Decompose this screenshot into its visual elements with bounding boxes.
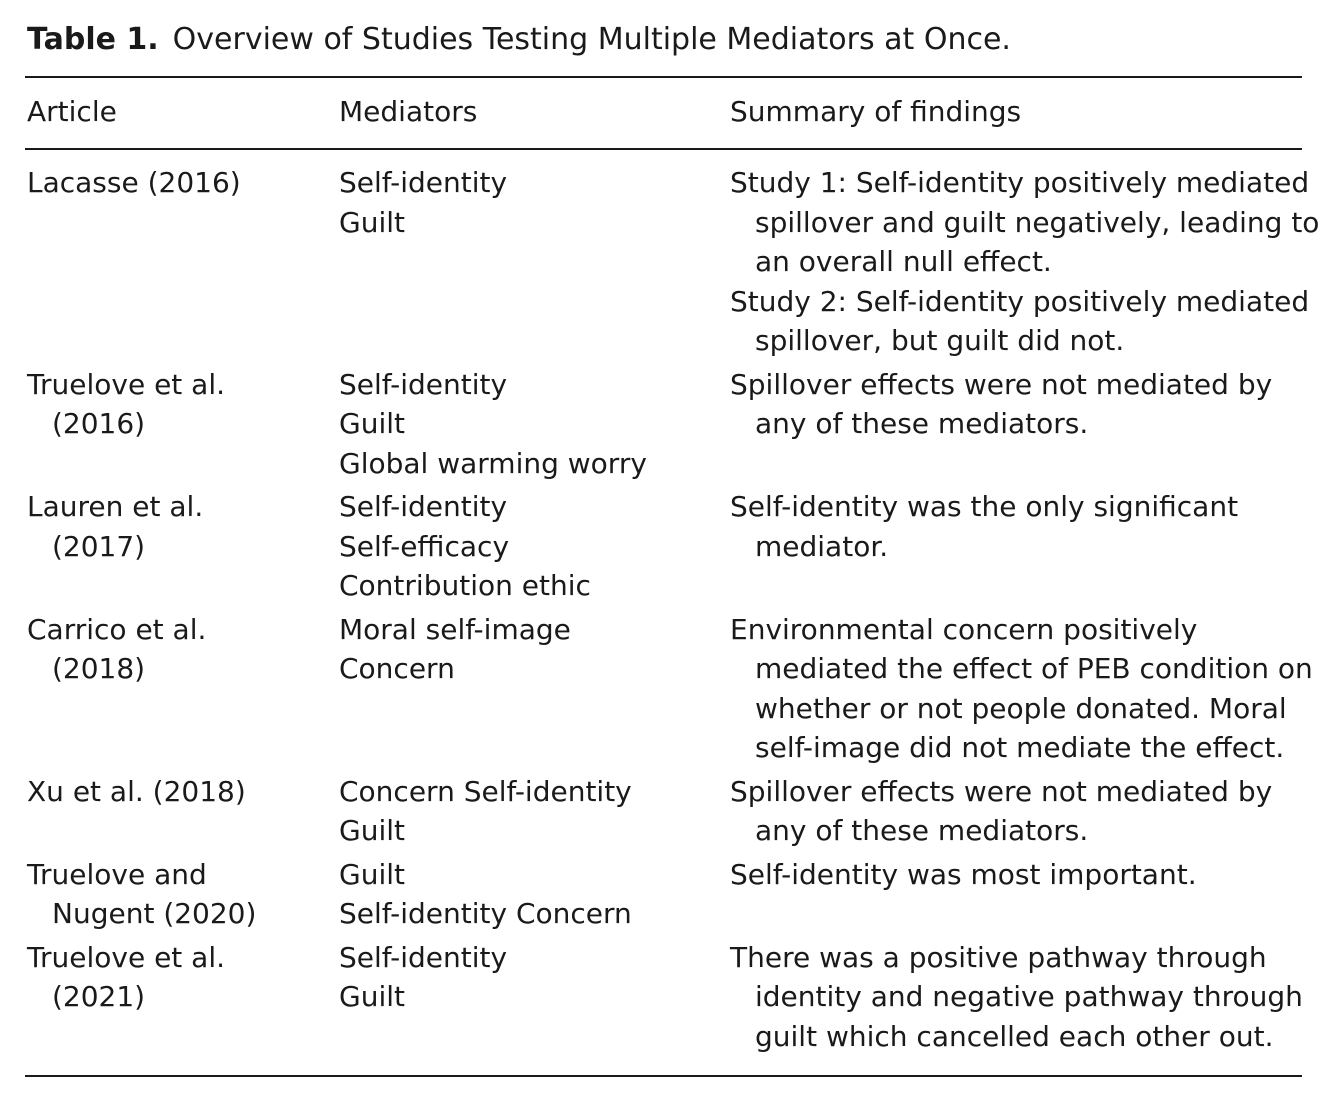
- cell-summary: [730, 772, 1310, 851]
- mediator-item: Self-identity: [339, 940, 508, 974]
- cell-mediators: [339, 365, 709, 484]
- table-body: [0, 163, 1327, 1060]
- mediator-item: Self-identity Concern: [339, 897, 632, 930]
- summary-paragraph: [730, 282, 1310, 361]
- summary-paragraph: [730, 610, 1313, 768]
- cell-mediators: [339, 487, 709, 606]
- cell-mediators: [339, 938, 709, 1017]
- article-line: Nugent (2020): [52, 897, 257, 930]
- cell-summary: [730, 610, 1313, 768]
- article-line: Truelove et al.: [27, 940, 226, 974]
- table-row: [0, 772, 1327, 855]
- mediator-item: Self-identity: [339, 367, 508, 401]
- table-row: [0, 938, 1327, 1061]
- table-row: [0, 610, 1327, 772]
- mediator-item: Guilt: [339, 407, 405, 440]
- mediator-item: Self-identity: [339, 490, 508, 523]
- cell-summary: [730, 938, 1310, 1057]
- summary-line: Spillover effects were not mediated by: [730, 774, 1273, 808]
- summary-line: whether or not people donated. Moral: [755, 691, 1287, 725]
- article-line: (2021): [52, 980, 146, 1013]
- mediator-item: Self-efficacy: [339, 529, 510, 563]
- summary-paragraph: [730, 365, 1310, 444]
- mediator-item: Guilt: [339, 205, 405, 239]
- top-rule: [25, 76, 1302, 78]
- table-row: [0, 163, 1327, 365]
- cell-mediators: [339, 855, 709, 934]
- table-caption: [27, 18, 1011, 62]
- cell-article: [27, 772, 317, 812]
- cell-summary: [730, 163, 1320, 361]
- summary-line: There was a positive pathway through: [730, 940, 1267, 974]
- mediator-item: Moral self-image: [339, 612, 571, 646]
- summary-line: mediated the effect of PEB condition on: [755, 652, 1313, 685]
- summary-paragraph: [730, 855, 1310, 895]
- mediator-item: Guilt: [339, 857, 405, 891]
- cell-article: [27, 610, 317, 689]
- article-line: Carrico et al.: [27, 612, 207, 646]
- mediator-item: Concern: [339, 652, 455, 685]
- column-header-article: Article: [27, 95, 117, 128]
- summary-line: self-image did not mediate the effect.: [755, 731, 1285, 764]
- mediator-item: Contribution ethic: [339, 569, 591, 602]
- column-header-summary: Summary of findings: [730, 95, 1022, 128]
- cell-article: [27, 163, 317, 203]
- cell-article: [27, 938, 317, 1017]
- summary-line: identity and negative pathway through: [755, 980, 1303, 1013]
- article-line: (2018): [52, 652, 146, 685]
- summary-line: spillover, but guilt did not.: [755, 324, 1125, 357]
- table-row: [0, 487, 1327, 610]
- article-line: Xu et al. (2018): [27, 774, 246, 808]
- cell-mediators: [339, 163, 709, 242]
- summary-line: Self-identity was most important.: [730, 857, 1197, 891]
- summary-line: Study 2: Self-identity positively mediated: [730, 284, 1310, 318]
- summary-line: Study 1: Self-identity positively mediated: [730, 166, 1310, 199]
- mediator-item: Guilt: [339, 980, 405, 1013]
- summary-line: guilt which cancelled each other out.: [755, 1019, 1274, 1053]
- table-row: [0, 855, 1327, 938]
- cell-article: [27, 487, 317, 566]
- summary-line: spillover and guilt negatively, leading to: [755, 205, 1320, 239]
- summary-paragraph: [730, 772, 1310, 851]
- mediator-item: Global warming worry: [339, 446, 647, 480]
- cell-summary: [730, 365, 1310, 444]
- table-title: Overview of Studies Testing Multiple Mediators at Once.: [172, 22, 1011, 57]
- bottom-rule: [25, 1075, 1302, 1077]
- cell-mediators: [339, 610, 709, 689]
- cell-summary: [730, 487, 1310, 566]
- summary-line: mediator.: [755, 529, 889, 563]
- header-rule: [25, 148, 1302, 150]
- article-line: Truelove et al.: [27, 367, 226, 401]
- summary-line: Self-identity was the only significant: [730, 490, 1239, 523]
- summary-line: any of these mediators.: [755, 407, 1089, 440]
- summary-paragraph: [730, 487, 1310, 566]
- article-line: Lacasse (2016): [27, 166, 241, 199]
- cell-mediators: [339, 772, 709, 851]
- mediator-item: Concern Self-identity: [339, 774, 632, 808]
- mediator-item: Self-identity: [339, 166, 508, 199]
- column-header-mediators: Mediators: [339, 95, 478, 128]
- article-line: (2017): [52, 529, 146, 563]
- cell-summary: [730, 855, 1310, 895]
- mediator-item: Guilt: [339, 814, 405, 847]
- summary-line: an overall null effect.: [755, 245, 1052, 278]
- summary-line: any of these mediators.: [755, 814, 1089, 847]
- table-label: Table 1.: [27, 22, 159, 57]
- article-line: (2016): [52, 407, 146, 440]
- table-row: [0, 365, 1327, 488]
- table-header: [0, 92, 1327, 136]
- summary-line: Environmental concern positively: [730, 612, 1198, 646]
- summary-line: Spillover effects were not mediated by: [730, 367, 1273, 401]
- cell-article: [27, 365, 317, 444]
- article-line: Truelove and: [27, 857, 207, 891]
- cell-article: [27, 855, 317, 934]
- summary-paragraph: [730, 938, 1310, 1057]
- article-line: Lauren et al.: [27, 490, 204, 523]
- summary-paragraph: [730, 163, 1320, 282]
